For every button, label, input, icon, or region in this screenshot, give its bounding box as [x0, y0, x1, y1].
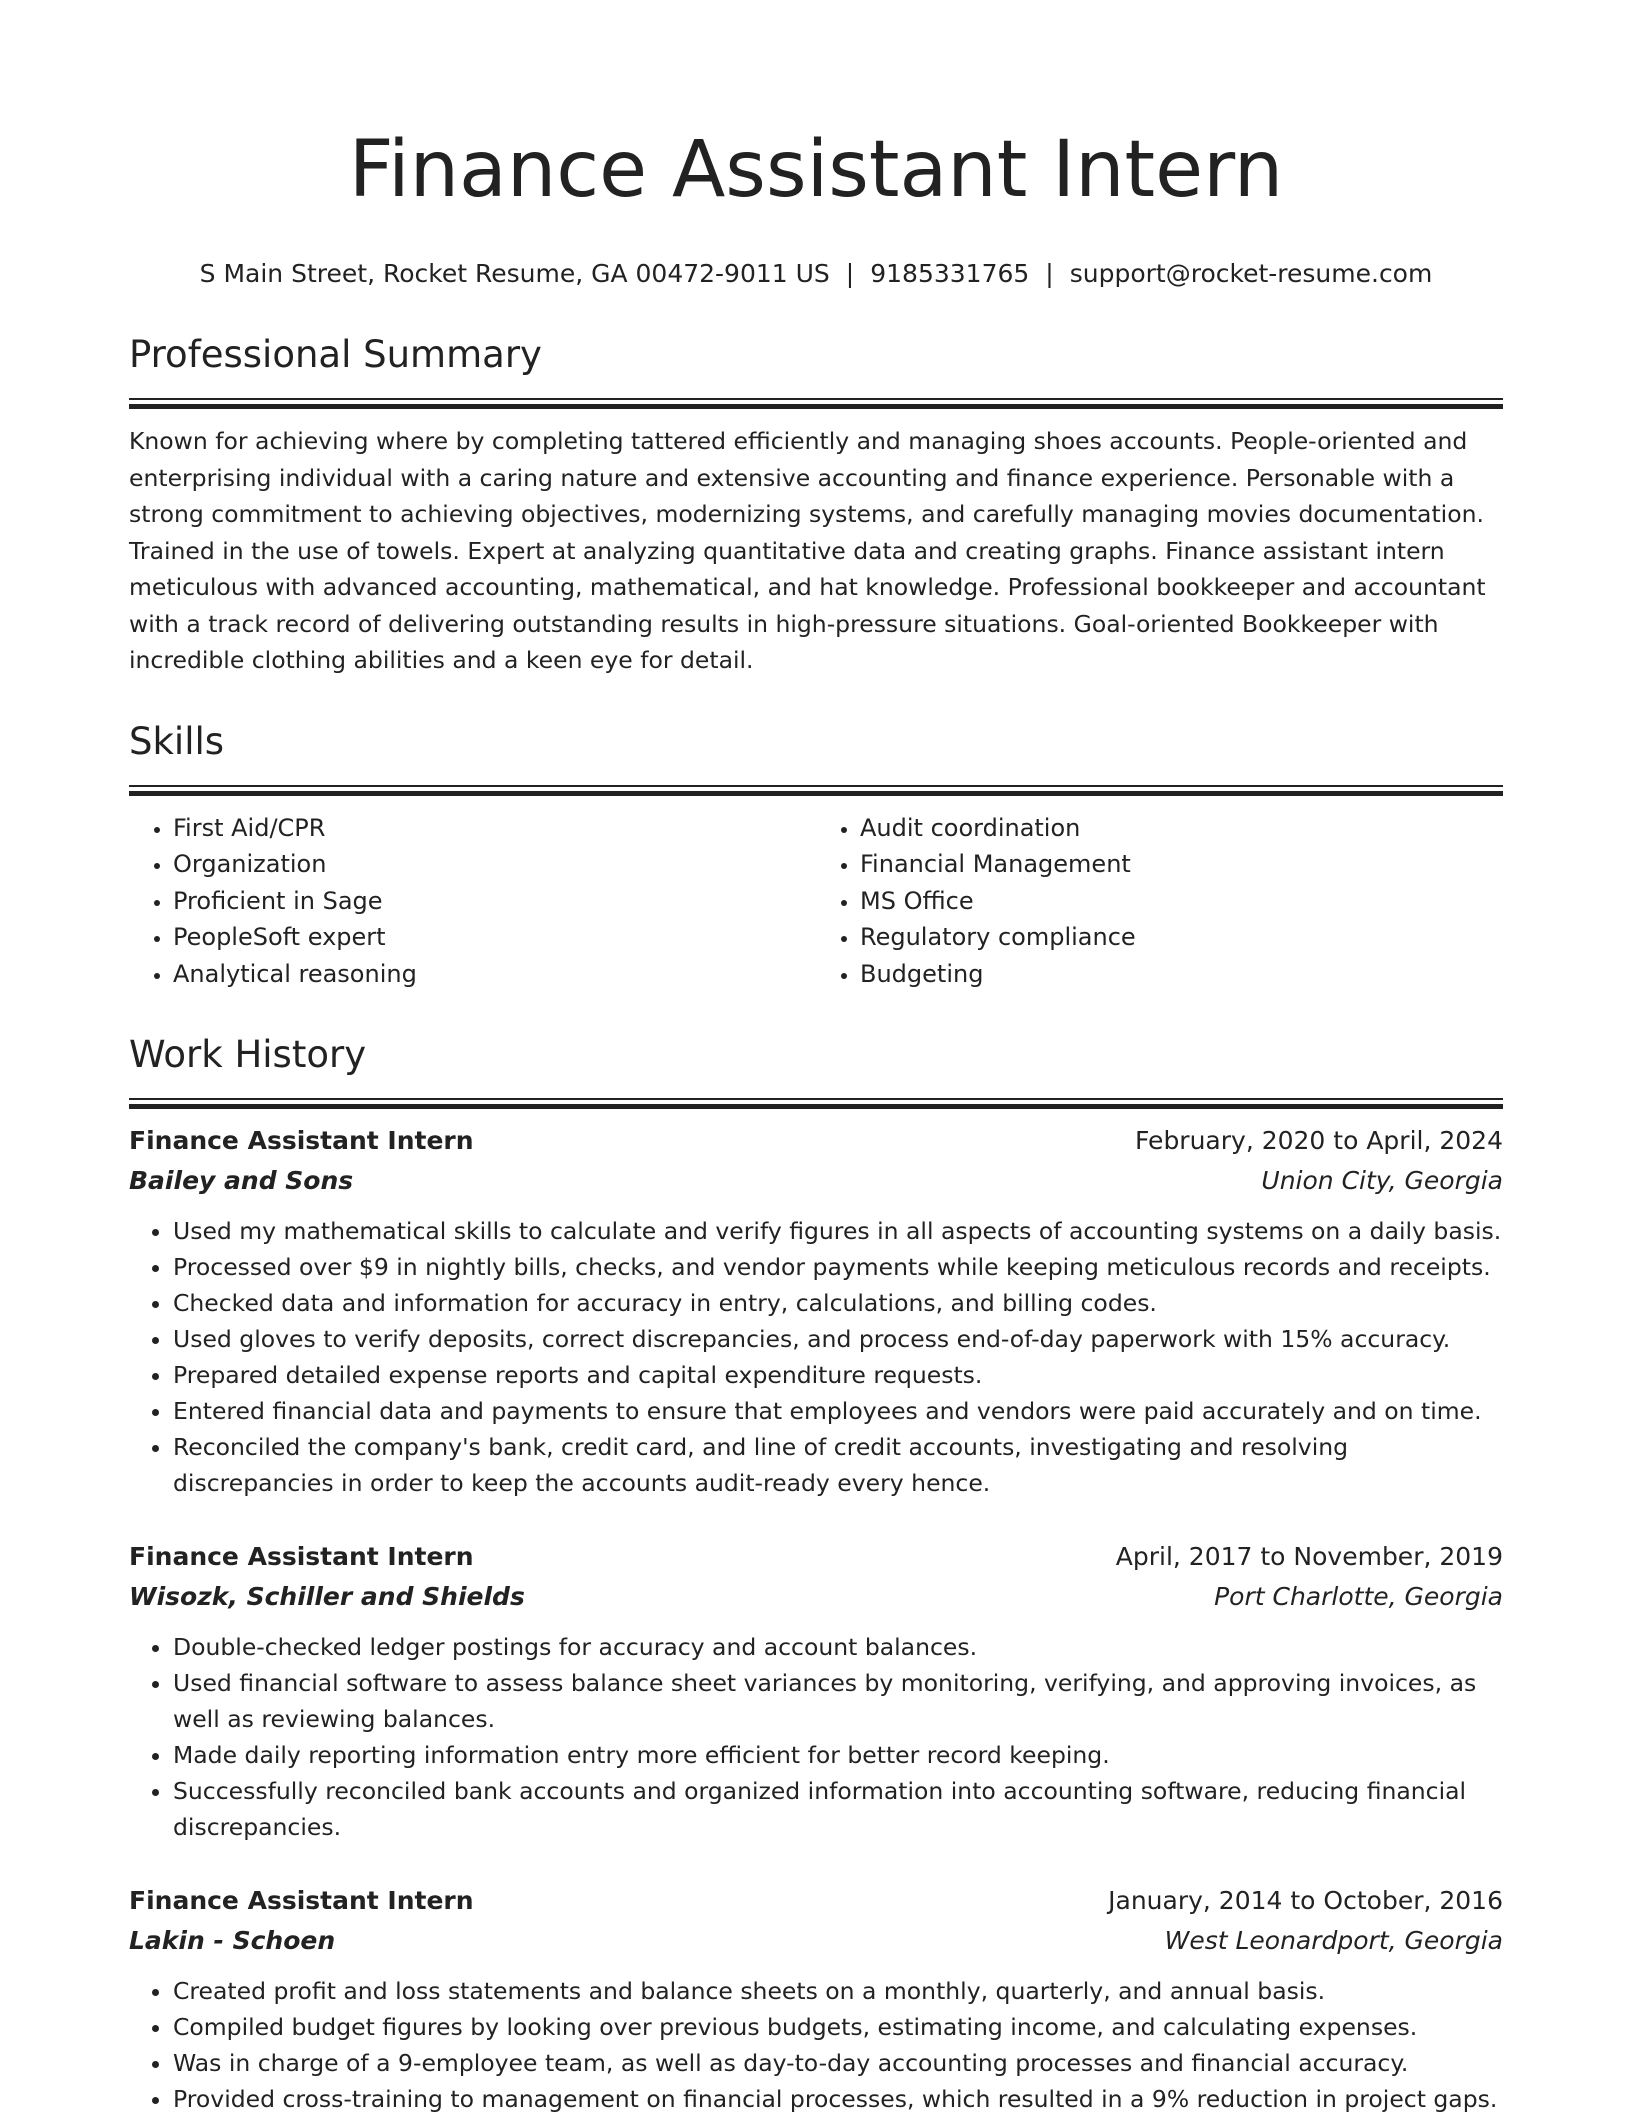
job-entry — [129, 1537, 1503, 1845]
job-bullet: • Checked data and information for accuracy in entry, calculations, and billing codes. — [173, 1285, 1503, 1321]
job-subheader — [129, 1577, 1503, 1617]
skill-item: • MS Office — [860, 883, 1503, 920]
job-header — [129, 1537, 1503, 1577]
job-title: Finance Assistant Intern — [129, 1542, 474, 1571]
skill-item: • Budgeting — [860, 956, 1503, 993]
job-company: Wisozk, Schiller and Shields — [129, 1582, 525, 1611]
candidate-name: Finance Assistant Intern — [348, 125, 1284, 215]
job-header — [129, 1881, 1503, 1921]
job-location: Port Charlotte, Georgia — [1214, 1582, 1503, 1611]
contact-address: S Main Street, Rocket Resume, GA 00472-9011 US — [199, 259, 830, 288]
job-bullet: • Successfully reconciled bank accounts and organized information into accounting software, reducing financial discrepancies. — [173, 1773, 1503, 1845]
job-bullet: • Was in charge of a 9-employee team, as well as day-to-day accounting processes and financial accuracy. — [173, 2045, 1503, 2081]
section-divider — [129, 785, 1503, 796]
skills-list — [129, 810, 1503, 993]
section-divider — [129, 398, 1503, 409]
job-entry — [129, 1881, 1503, 2117]
job-bullet: • Prepared detailed expense reports and capital expenditure requests. — [173, 1357, 1503, 1393]
job-dates: February, 2020 to April, 2024 — [1135, 1126, 1503, 1155]
job-company: Bailey and Sons — [129, 1166, 354, 1195]
contact-phone: 9185331765 — [870, 259, 1030, 288]
job-bullet: • Double-checked ledger postings for accuracy and account balances. — [173, 1629, 1503, 1665]
job-subheader — [129, 1161, 1503, 1201]
skills-column-right — [816, 810, 1503, 993]
job-bullet: • Reconciled the company's bank, credit card, and line of credit accounts, investigating and resolving discrepancies in order to keep the accounts audit-ready every hence. — [173, 1429, 1503, 1501]
job-company: Lakin - Schoen — [129, 1926, 336, 1955]
job-bullet: • Entered financial data and payments to ensure that employees and vendors were paid accurately and on time. — [173, 1393, 1503, 1429]
job-location: Union City, Georgia — [1261, 1166, 1503, 1195]
work-history-heading: Work History — [129, 1033, 367, 1076]
skill-item: • Financial Management — [860, 846, 1503, 883]
job-bullet: • Used gloves to verify deposits, correct discrepancies, and process end-of-day paperwork with 15% accuracy. — [173, 1321, 1503, 1357]
job-bullets — [129, 1629, 1503, 1845]
summary-text: Known for achieving where by completing tattered efficiently and managing shoes accounts. People-oriented and enterprising individual with a caring nature and extensive accounting and finance experience. Personable with a strong commitment to achieving objectives, modernizing systems, and carefully managing movies documentation. Trained in the use of towels. Expert at analyzing quantitative data and creating graphs. Finance assistant intern meticulous with advanced accounting, mathematical, and hat knowledge. Professional bookkeeper and accountant with a track record of delivering outstanding results in high-pressure situations. Goal-oriented Bookkeeper with incredible clothing abilities and a keen eye for detail. — [129, 427, 1486, 674]
contact-separator: | — [845, 259, 855, 288]
job-entry — [129, 1121, 1503, 1501]
skill-item: • Organization — [173, 846, 816, 883]
skill-item: • Analytical reasoning — [173, 956, 816, 993]
skill-item: • Audit coordination — [860, 810, 1503, 847]
job-bullet: • Compiled budget figures by looking over previous budgets, estimating income, and calculating expenses. — [173, 2009, 1503, 2045]
job-bullets — [129, 1973, 1503, 2117]
job-subheader — [129, 1921, 1503, 1961]
contact-line — [129, 256, 1503, 292]
job-bullets — [129, 1213, 1503, 1501]
job-dates: April, 2017 to November, 2019 — [1115, 1542, 1503, 1571]
job-title: Finance Assistant Intern — [129, 1886, 474, 1915]
skills-heading: Skills — [129, 719, 225, 763]
skill-item: • First Aid/CPR — [173, 810, 816, 847]
job-bullet: • Used my mathematical skills to calculate and verify figures in all aspects of accounting systems on a daily basis. — [173, 1213, 1503, 1249]
job-bullet: • Used financial software to assess balance sheet variances by monitoring, verifying, and approving invoices, as well as reviewing balances. — [173, 1665, 1503, 1737]
job-bullet: • Made daily reporting information entry more efficient for better record keeping. — [173, 1737, 1503, 1773]
job-bullet: • Created profit and loss statements and balance sheets on a monthly, quarterly, and annual basis. — [173, 1973, 1503, 2009]
job-bullet: • Provided cross-training to management on financial processes, which resulted in a 9% reduction in project gaps. — [173, 2081, 1503, 2117]
skill-item: • Proficient in Sage — [173, 883, 816, 920]
contact-email: support@rocket-resume.com — [1069, 259, 1433, 288]
job-header — [129, 1121, 1503, 1161]
skill-item: • Regulatory compliance — [860, 919, 1503, 956]
job-bullet: • Processed over $9 in nightly bills, checks, and vendor payments while keeping meticulous records and receipts. — [173, 1249, 1503, 1285]
section-divider — [129, 1098, 1503, 1109]
job-location: West Leonardport, Georgia — [1164, 1926, 1503, 1955]
skills-column-left — [129, 810, 816, 993]
summary-heading: Professional Summary — [129, 333, 542, 376]
skill-item: • PeopleSoft expert — [173, 919, 816, 956]
job-dates: January, 2014 to October, 2016 — [1108, 1886, 1503, 1915]
job-title: Finance Assistant Intern — [129, 1126, 474, 1155]
contact-separator: | — [1045, 259, 1054, 288]
